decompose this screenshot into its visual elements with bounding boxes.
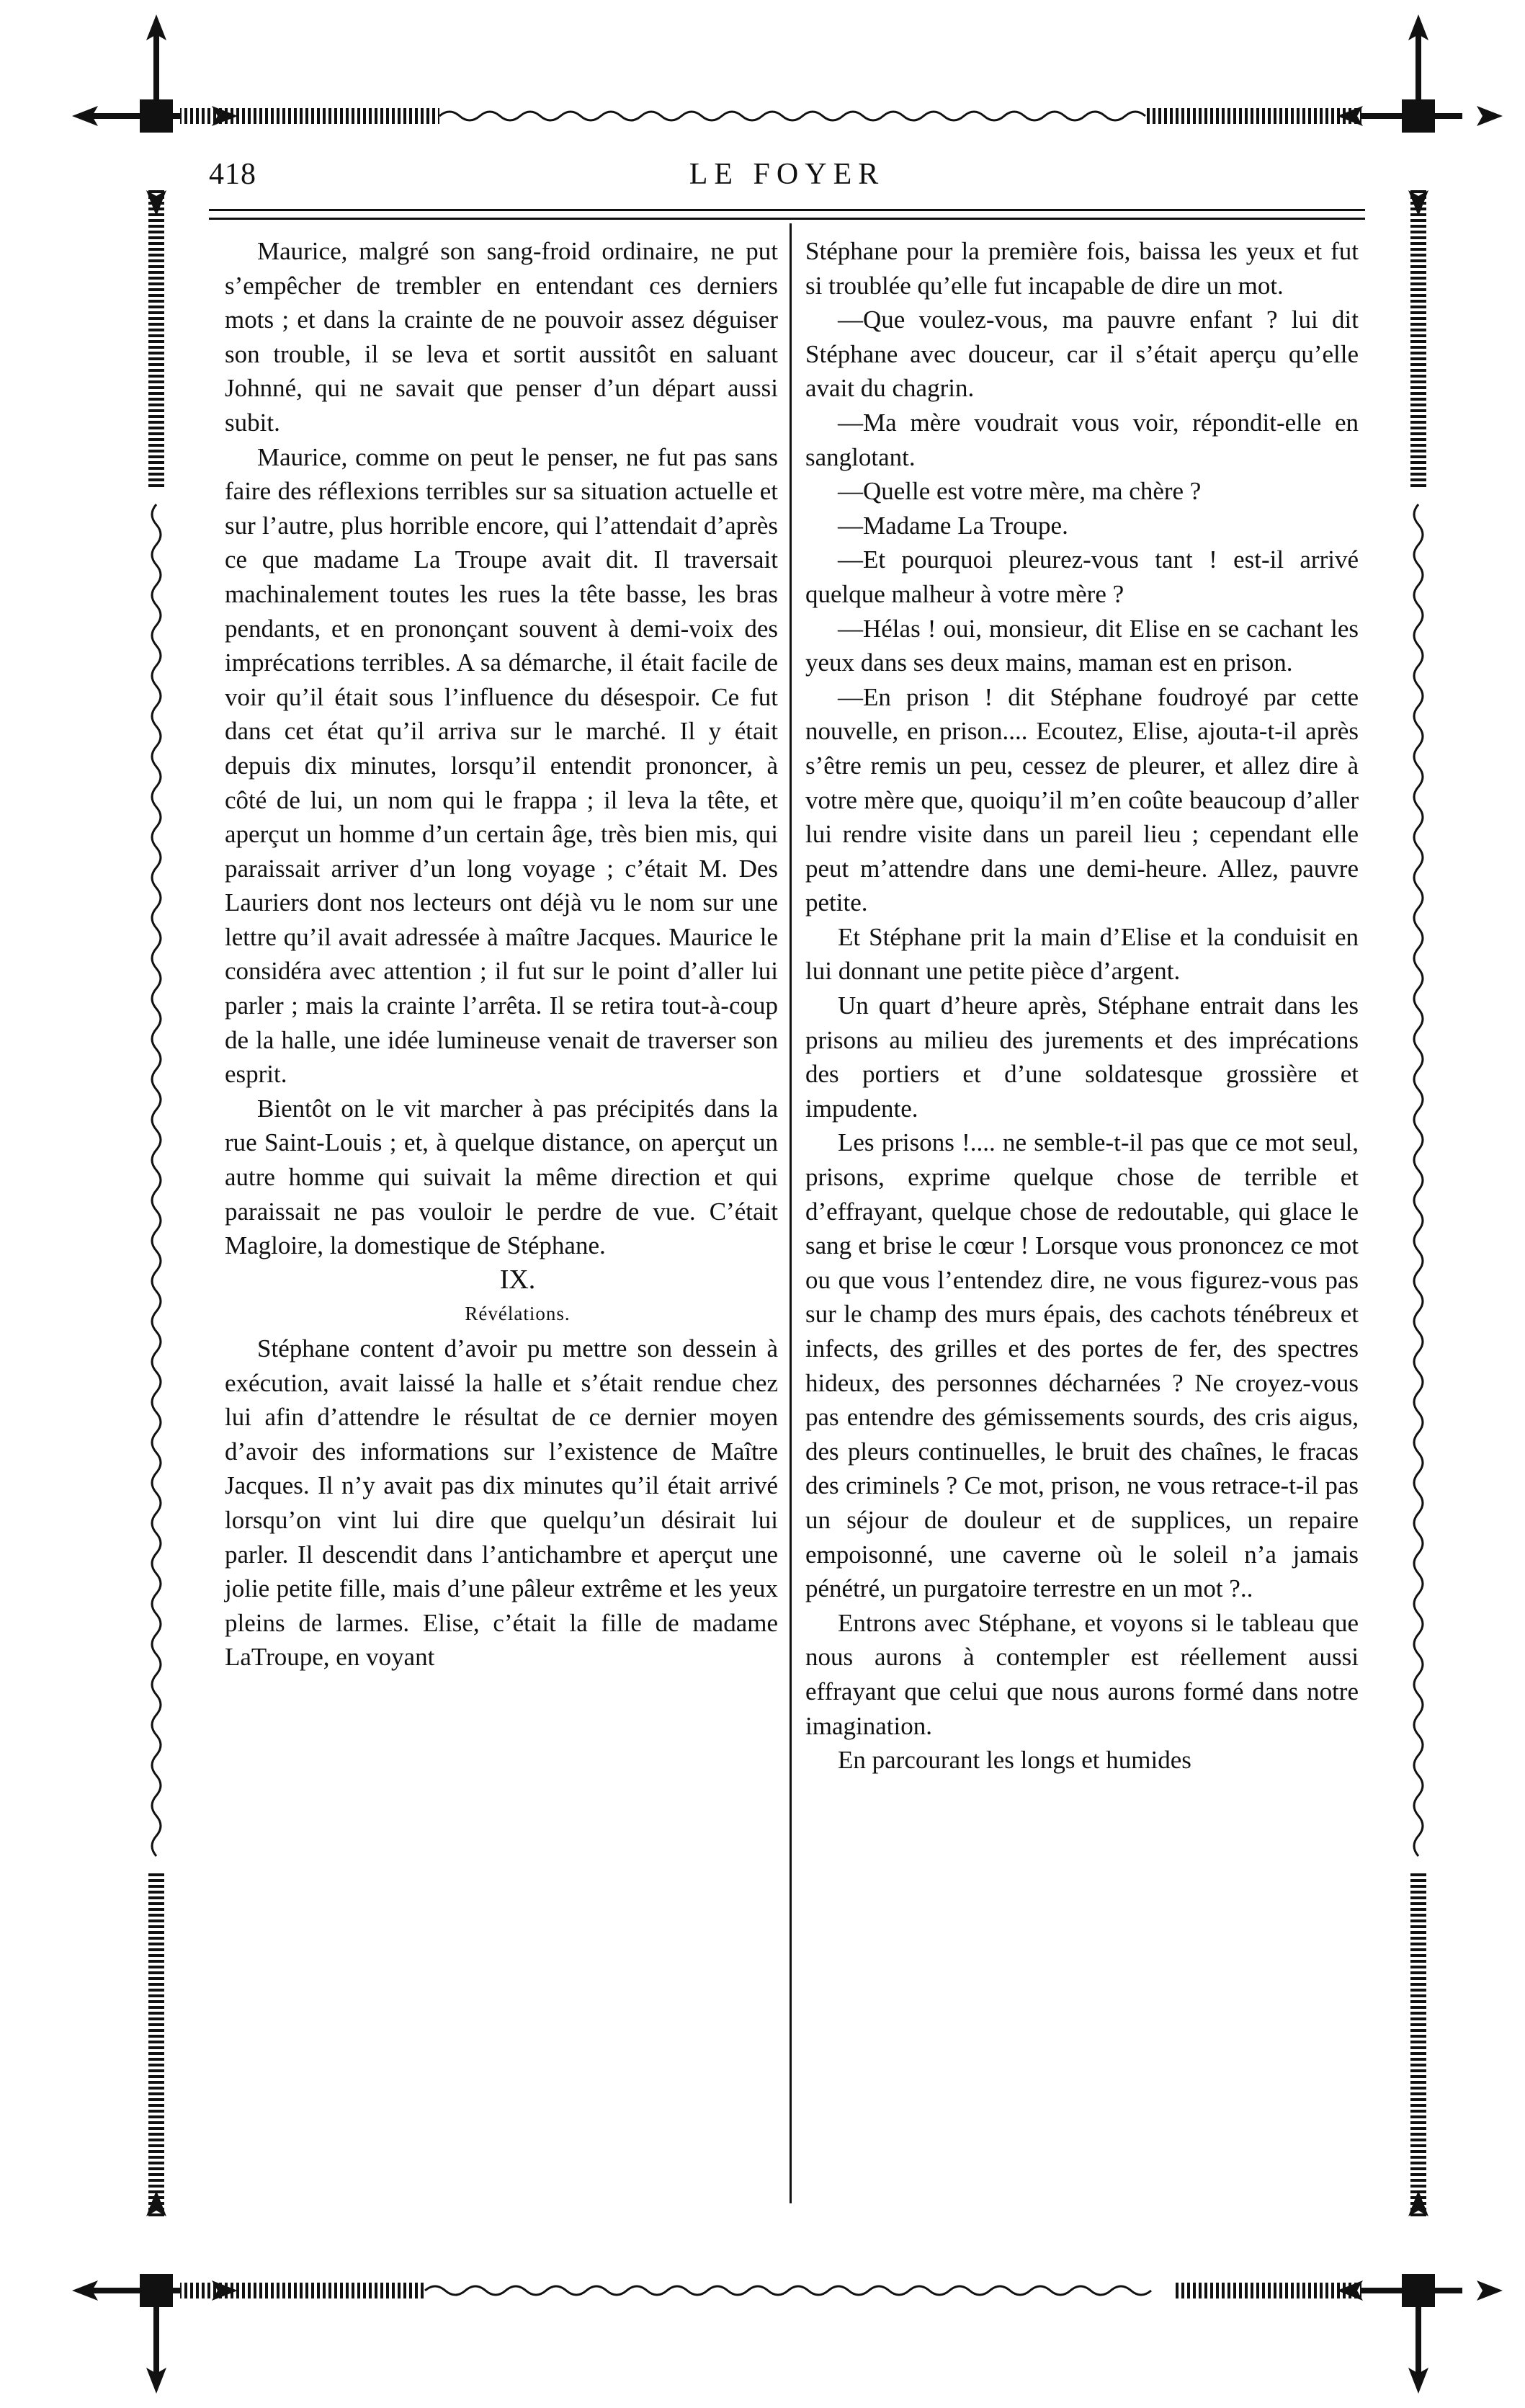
paragraph: —Et pourquoi pleurez-vous tant ! est-il arrivé quelque malheur à votre mère ? [805,545,1359,608]
paragraph: Entrons avec Stéphane, et voyons si le tableau que nous aurons à contempler est réellement aussi effrayant que celui que nous aurons formé dans notre imagination. [805,1608,1359,1740]
paragraph: —En prison ! dit Stéphane foudroyé par cette nouvelle, en prison.... Ecoutez, Elise, ajouta-t-il après s’être remis un peu, cessez de pleurer, et allez dire à votre mère que, quoiqu’il m’en coûte beaucoup d’aller lui rendre visite dans un pareil lieu ; cependant elle peut m’attendre dans une demi-heure. Allez, pauvre petite. [805,682,1359,917]
left-column [225,234,778,1675]
paragraph: Maurice, comme on peut le penser, ne fut pas sans faire des réflexions terribles sur sa situation actuelle et sur l’autre, plus horrible encore, qui l’attendait d’après ce que madame La Troupe avait dit. Il traversait machinalement toutes les rues la tête basse, les bras pendants, et en prononçant souvent à demi-voix des imprécations terribles. A sa démarche, il était facile de voir qu’il était sous l’influence du désespoir. Ce fut dans cet état qu’il arriva sur le marché. Il y était depuis dix minutes, lorsqu’il entendit prononcer, à côté de lui, un nom qui le frappa ; il leva la tête, et aperçut un homme d’un certain âge, très bien mis, qui paraissait arriver d’un long voyage ; c’était M. Des Lauriers dont nos lecteurs ont déjà vu le nom sur une lettre qu’il avait adressée à maître Jacques. Maurice le considéra avec attention ; il fut sur le point d’aller lui parler ; mais la crainte l’arrêta. Il se retira tout-à-coup de la halle, une idée lumineuse venait de traverser son esprit. [225,442,778,1089]
paragraph: Maurice, malgré son sang-froid ordinaire, ne put s’empêcher de trembler en entendant ces derniers mots ; et dans la crainte de ne pouvoir assez déguiser son trouble, il se leva et sortit aussitôt en saluant Johnné, qui ne savait que penser d’un départ aussi subit. [225,237,778,437]
paragraph: En parcourant les longs et humides [838,1746,1191,1775]
paragraph: Stéphane content d’avoir pu mettre son dessein à exécution, avait laissé la halle et s’était rendue chez lui afin d’attendre le résultat de ce dernier moyen d’avoir des informations sur l’existence de Maître Jacques. Il n’y avait pas dix minutes qu’il était arrivé lorsqu’on vint lui dire que quelqu’un désirait lui parler. Il descendit dans l’antichambre et aperçut une jolie petite fille, mais d’une pâleur extrême et les yeux pleins de larmes. Elise, c’était la fille de madame LaTroupe, en voyant [225,1334,778,1672]
paragraph: —Hélas ! oui, monsieur, dit Elise en se cachant les yeux dans ses deux mains, maman est en prison. [805,614,1359,677]
right-column [805,234,1359,1778]
header-rule-bottom [209,218,1365,220]
right-border-ornament [1410,29,1426,2378]
header-rule-top [209,209,1365,211]
paragraph: Bientôt on le vit marcher à pas précipités dans la rue Saint-Louis ; et, à quelque distance, on aperçut un autre homme qui suivait la même direction et qui paraissait ne pas vouloir le perdre de vue. C’était Magloire, la domestique de Stéphane. [225,1094,778,1260]
paragraph: —Ma mère voudrait vous voir, répondit-elle en sanglotant. [805,408,1359,471]
top-border-ornament [86,108,1462,124]
section-number: IX. [499,1264,536,1295]
bottom-border-ornament [86,2283,1462,2298]
left-border-ornament [148,29,164,2378]
page-number: 418 [209,158,256,191]
section-title: Révélations. [465,1303,571,1325]
paragraph-continuation: Stéphane pour la première fois, baissa les yeux et fut si troublée qu’elle fut incapable de dire un mot. [805,237,1359,300]
running-head [209,157,1365,200]
paragraph: —Que voulez-vous, ma pauvre enfant ? lui dit Stéphane avec douceur, car il s’était aperçu qu’elle avait du chagrin. [805,306,1359,403]
paragraph: Un quart d’heure après, Stéphane entrait dans les prisons au milieu des jurements et des imprécations des portiers et d’une soldatesque grossière et impudente. [805,991,1359,1123]
column-divider [790,223,792,2203]
paragraph: Et Stéphane prit la main d’Elise et la conduisit en lui donnant une petite pièce d’argent. [805,922,1359,986]
paragraph: —Quelle est votre mère, ma chère ? [838,477,1202,506]
journal-title: LE FOYER [689,158,885,191]
paragraph: Les prisons !.... ne semble-t-il pas que ce mot seul, prisons, exprime quelque chose de terrible et d’effrayant, quelque chose de redoutable, qui glace le sang et brise le cœur ! Lorsque vous prononcez ce mot ou que vous l’entendez dire, ne vous figurez-vous pas sur le champ des murs épais, des cachots ténébreux et infects, des grilles et des portes de fer, des spectres hideux, des personnes décharnées ? Ne croyez-vous pas entendre des gémissements sourds, des cris aigus, des pleurs continuelles, le bruit des chaînes, le fracas des criminels ? Ce mot, prison, ne vous retrace-t-il pas un séjour de douleur et de supplices, un repaire empoisonné, une caverne où le soleil n’a jamais pénétré, un purgatoire terrestre en un mot ?.. [805,1128,1359,1603]
paragraph: —Madame La Troupe. [838,511,1068,540]
